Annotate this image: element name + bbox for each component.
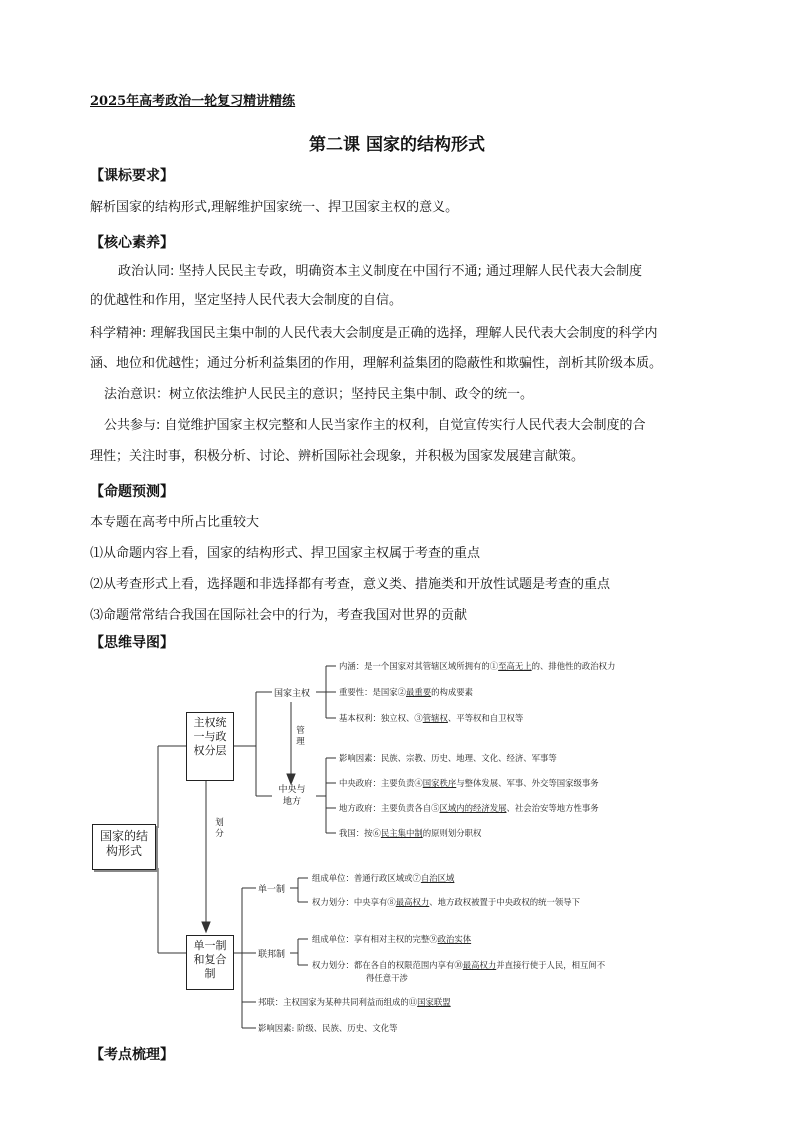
leaf-post: 、社会治安等地方性事务	[506, 803, 599, 813]
hexin-line: 法治意识：树立依法维护人民民主的意识；坚持民主集中制、政令的统一。	[104, 387, 534, 402]
mind-map-connectors	[88, 650, 698, 1045]
leaf-pre: 邦联：主权国家为某种共同利益而组成的⑪	[258, 997, 418, 1007]
branch2-label: 单一制和复合制	[193, 939, 227, 980]
node-sovereignty: 国家主权	[274, 689, 311, 699]
leaf-pre: 内涵：是一个国家对其管辖区域所拥有的①	[339, 661, 499, 671]
leaf-pre: 组成单位：享有相对主权的完整⑨	[312, 934, 438, 944]
hexin-line: 涵、地位和优越性；通过分析利益集团的作用，理解利益集团的隐蔽性和欺骗性，剖析其阶级本质。	[90, 356, 663, 371]
node-central-local: 中央与地方	[278, 785, 306, 807]
leaf-pre: 我国：按⑥	[339, 828, 381, 838]
leaf-post: 、平等权和自卫权等	[447, 713, 524, 723]
hexin-line: 理性；关注时事，积极分析、讨论、辨析国际社会现象，并积极为国家发展建言献策。	[90, 449, 585, 464]
node-unitary: 单一制	[258, 885, 286, 895]
mindmap-branch-unitary-compound	[186, 935, 234, 990]
leaf-key: 政治实体	[437, 934, 472, 944]
leaf-influencing-factors: 影响因素: 阶级、民族、历史、文化等	[258, 1023, 398, 1033]
leaf-federal-power-cont	[366, 972, 408, 984]
hexin-line: 科学精神: 理解我国民主集中制的人民代表大会制度是正确的选择，理解人民代表大会制度的科学内	[90, 326, 658, 341]
section-heading-siwei: 【思维导图】	[90, 635, 174, 651]
leaf-post: 的构成要素	[431, 687, 473, 697]
leaf-pre: 基本权利：独立权、③	[339, 713, 423, 723]
leaf-cl-local	[339, 802, 599, 814]
hexin-line: 的优越性和作用，坚定坚持人民代表大会制度的自信。	[90, 293, 403, 308]
leaf-key: 区域内的经济发展	[439, 803, 507, 813]
node-federal: 联邦制	[258, 950, 286, 960]
leaf-key: 至高无上	[498, 661, 532, 671]
section-heading-mingti: 【命题预测】	[90, 484, 174, 500]
leaf-pre: 权力划分：中央享有⑧	[312, 897, 396, 907]
mind-map	[88, 650, 698, 1045]
leaf-unitary-power	[312, 896, 580, 908]
leaf-sov-rights	[339, 712, 523, 724]
section-heading-hexin: 【核心素养】	[90, 235, 174, 251]
section-heading-kaodian: 【考点梳理】	[90, 1047, 174, 1063]
link-label-huafen: 划分	[215, 818, 224, 839]
mindmap-branch-sovereignty-hierarchy	[186, 712, 234, 781]
leaf-pre: 权力划分：都在各自的权限范围内享有⑩	[312, 960, 463, 970]
kebiao-text: 解析国家的结构形式,理解维护国家统一、捍卫国家主权的意义。	[90, 200, 459, 215]
leaf-key: 最重要	[406, 687, 432, 697]
doc-header: 2025年高考政治一轮复习精讲精练	[90, 94, 296, 109]
hexin-line: 政治认同: 坚持人民民主专政，明确资本主义制度在中国行不通; 通过理解人民代表大会制度	[118, 264, 643, 279]
leaf-key: 国家联盟	[417, 997, 451, 1007]
leaf-pre: 得任意干涉	[366, 973, 408, 983]
leaf-cl-central	[339, 777, 599, 789]
mingti-line: ⑶命题常常结合我国在国际社会中的行为，考查我国对世界的贡献	[90, 608, 468, 623]
leaf-key: 自治区域	[420, 873, 455, 883]
leaf-pre: 影响因素：民族、宗教、历史、地理、文化、经济、军事等	[339, 753, 557, 763]
leaf-cl-factors	[339, 752, 557, 764]
leaf-pre: 地方政府：主要负责各自⑤	[339, 803, 440, 813]
leaf-cl-china	[339, 827, 481, 839]
section-heading-kebiao: 【课标要求】	[90, 168, 174, 184]
leaf-post: 并直接行使于人民，相互间不	[496, 960, 606, 970]
leaf-key: 管辖权	[422, 713, 448, 723]
leaf-sov-meaning	[339, 660, 615, 672]
leaf-pre: 重要性：是国家②	[339, 687, 406, 697]
leaf-key: 最高权力	[462, 960, 497, 970]
page-title: 第二课 国家的结构形式	[309, 135, 485, 155]
leaf-key: 民主集中制	[380, 828, 423, 838]
hexin-line: 公共参与: 自觉维护国家主权完整和人民当家作主的权利，自觉宣传实行人民代表大会制度的合	[104, 418, 646, 433]
leaf-pre: 中央政府：主要负责④	[339, 778, 423, 788]
leaf-post: 与整体发展、军事、外交等国家级事务	[456, 778, 599, 788]
leaf-federal-power	[312, 959, 605, 971]
link-label-guanli: 管理	[296, 726, 305, 747]
leaf-post: 的原则划分职权	[422, 828, 482, 838]
mindmap-root-label: 国家的结构形式	[99, 829, 148, 858]
leaf-federal-units	[312, 933, 471, 945]
leaf-unitary-units	[312, 872, 454, 884]
mindmap-root	[92, 824, 156, 870]
leaf-post: 、地方政权被置于中央政权的统一领导下	[429, 897, 580, 907]
mingti-line: 本专题在高考中所占比重较大	[90, 515, 260, 530]
leaf-key: 国家秩序	[422, 778, 457, 788]
mingti-line: ⑵从考查形式上看，选择题和非选择都有考查，意义类、措施类和开放性试题是考查的重点	[90, 577, 611, 592]
leaf-post: 的、排他性的政治权力	[531, 661, 616, 671]
leaf-pre: 组成单位：普通行政区域或⑦	[312, 873, 421, 883]
leaf-confederation	[258, 996, 451, 1008]
leaf-key: 最高权力	[395, 897, 430, 907]
leaf-sov-importance	[339, 686, 473, 698]
mingti-line: ⑴从命题内容上看，国家的结构形式、捍卫国家主权属于考查的重点	[90, 546, 481, 561]
branch1-label: 主权统一与政权分层	[193, 716, 227, 757]
